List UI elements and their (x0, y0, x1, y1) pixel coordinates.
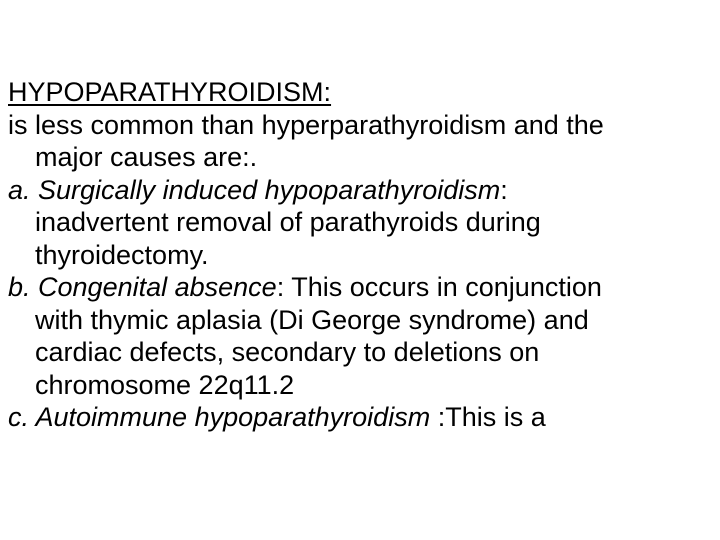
item-a-term: a. Surgically induced hypoparathyroidism (8, 174, 501, 205)
item-b-line-1: with thymic aplasia (Di George syndrome) and (35, 304, 589, 335)
item-a-line-2: thyroidectomy. (35, 239, 209, 270)
intro-line-2: major causes are:. (35, 142, 258, 172)
item-a-separator: : (500, 174, 508, 205)
slide-body (8, 76, 720, 434)
item-b-separator: : This occurs in conjunction (276, 272, 602, 302)
item-b-title-line (8, 271, 720, 304)
item-c-title-line (8, 401, 720, 434)
heading-line (8, 76, 720, 109)
item-a-title-line (8, 174, 720, 207)
item-c-separator: :This is a (430, 402, 546, 432)
item-a-line-1: inadvertent removal of parathyroids during (35, 207, 541, 237)
item-b-line-3: chromosome 22q11.2 (35, 369, 295, 400)
item-b-term: b. Congenital absence (8, 272, 277, 302)
section-heading: HYPOPARATHYROIDISM: (8, 77, 332, 107)
item-b-line-2: cardiac defects, secondary to deletions on (35, 337, 540, 367)
intro-line-1: is less common than hyperparathyroidism and the (8, 109, 604, 140)
item-c-term: c. Autoimmune hypoparathyroidism (8, 402, 431, 432)
